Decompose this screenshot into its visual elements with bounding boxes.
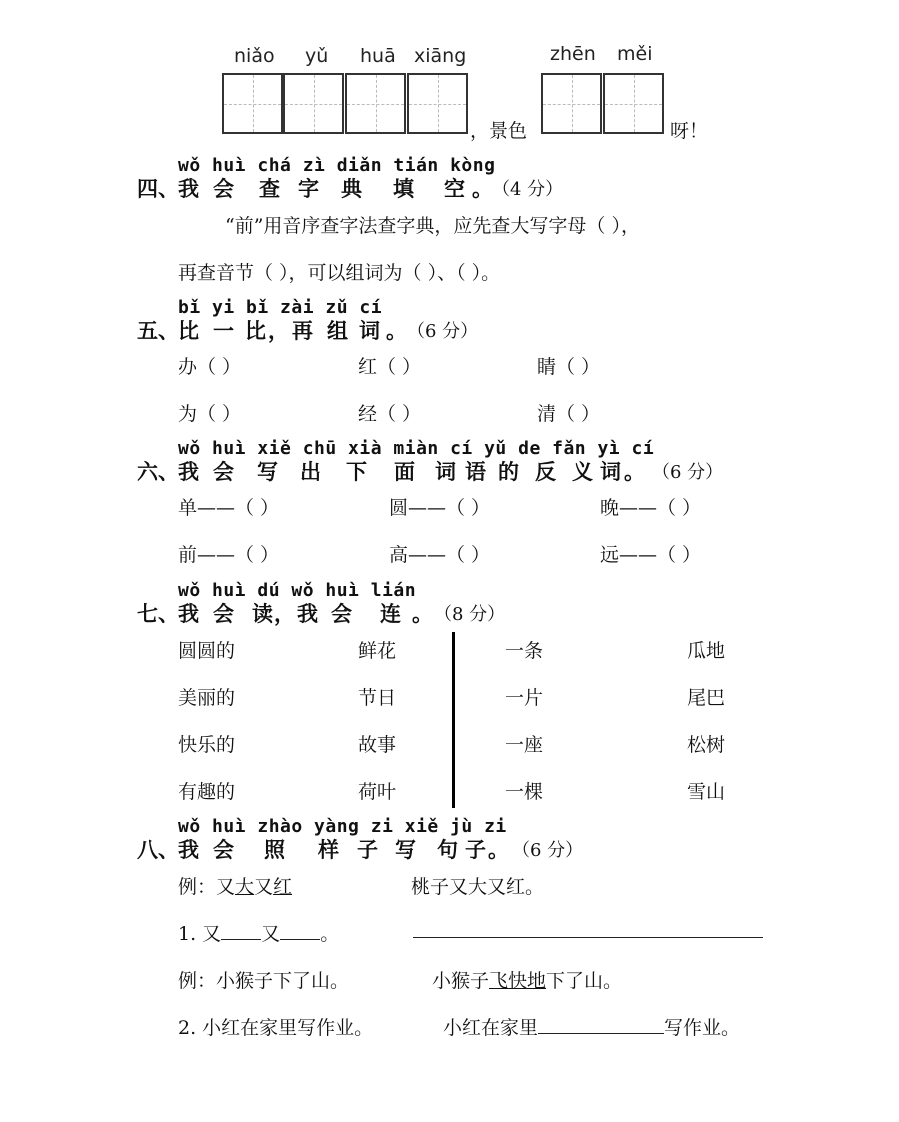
s6-item: 前——（ ）	[178, 544, 280, 566]
match-measure-word[interactable]: 一棵	[505, 781, 544, 803]
s8-char: 样	[318, 838, 339, 862]
s7-char: ，	[274, 602, 295, 626]
s6-char: 我	[178, 460, 199, 484]
s6-char: 出	[300, 460, 321, 484]
s4-pinyin: wǒ huì chá zì diǎn tián kòng	[178, 155, 496, 176]
writing-box-6[interactable]	[603, 73, 664, 134]
pinyin-niao: niǎo	[234, 45, 275, 67]
s4-line1: “前”用音序查字法查字典，应先查大写字母（ ），	[225, 215, 640, 237]
s5-item: 清（ ）	[537, 403, 601, 425]
blank-2[interactable]	[280, 939, 320, 940]
example-text: 小猴子	[432, 970, 490, 992]
match-left-word[interactable]: 圆圆的	[178, 640, 236, 662]
s4-char: 典	[341, 177, 362, 201]
s5-item: 经（ ）	[358, 403, 422, 425]
writing-box-3[interactable]	[345, 73, 406, 134]
s5-item: 办（ ）	[178, 356, 242, 378]
s5-char: 比	[178, 319, 199, 343]
s6-char: 反	[535, 460, 556, 484]
match-noun[interactable]: 故事	[358, 734, 397, 756]
example-underlined: 飞快地	[489, 970, 547, 992]
s8-score: （6 分）	[512, 840, 584, 861]
s5-char: 词	[359, 319, 380, 343]
end-text: 呀！	[670, 120, 709, 142]
match-noun[interactable]: 荷叶	[358, 781, 397, 803]
question-text: 。	[320, 923, 340, 945]
s5-char: 一	[213, 319, 234, 343]
s4-line2: 再查音节（ ），可以组词为（ ）、（ ）。	[178, 262, 501, 284]
s5-item: 睛（ ）	[537, 356, 601, 378]
s6-char: 写	[257, 460, 278, 484]
example-2-sentence	[432, 966, 622, 993]
s5-char: ，	[268, 319, 289, 343]
s5-char: 再	[292, 319, 313, 343]
s5-char: 。	[386, 319, 407, 343]
question-2	[443, 1013, 740, 1040]
s4-char: 字	[298, 177, 319, 201]
pinyin-xiang: xiāng	[414, 45, 467, 67]
example-text: 下了山。	[546, 970, 623, 992]
match-measure-word[interactable]: 一座	[505, 734, 544, 756]
example-text: 又	[216, 876, 236, 898]
match-left-word[interactable]: 有趣的	[178, 781, 236, 803]
s6-char: 面	[394, 460, 415, 484]
section-number: 八、	[137, 838, 179, 862]
match-right-noun[interactable]: 雪山	[687, 781, 726, 803]
s5-pinyin: bǐ yi bǐ zài zǔ cí	[178, 297, 383, 318]
s6-char: 下	[346, 460, 367, 484]
match-measure-word[interactable]: 一片	[505, 687, 544, 709]
match-measure-word[interactable]: 一条	[505, 640, 544, 662]
question-text: 又	[261, 923, 281, 945]
match-right-noun[interactable]: 尾巴	[687, 687, 726, 709]
pinyin-zhen: zhēn	[550, 43, 596, 65]
s5-score: （6 分）	[407, 321, 479, 342]
s6-char: 语	[465, 460, 486, 484]
question-text: 小红在家里	[443, 1017, 539, 1039]
s8-char: 会	[213, 838, 234, 862]
s6-item: 单——（ ）	[178, 497, 280, 519]
match-left-word[interactable]: 美丽的	[178, 687, 236, 709]
s7-pinyin: wǒ huì dú wǒ huì lián	[178, 580, 417, 601]
s8-char: 。	[488, 838, 509, 862]
s4-char: 填	[393, 177, 414, 201]
s4-score: （4 分）	[492, 179, 564, 200]
match-right-noun[interactable]: 松树	[687, 734, 726, 756]
mid-text: ，景色	[470, 120, 528, 142]
writing-box-1[interactable]	[222, 73, 283, 134]
s4-heading	[137, 173, 179, 203]
s8-char: 我	[178, 838, 199, 862]
s8-char: 写	[395, 838, 416, 862]
example-underlined: 大	[235, 876, 255, 898]
s6-char: 。	[624, 460, 645, 484]
s7-char: 。	[412, 602, 433, 626]
section-number: 七、	[137, 602, 179, 626]
s8-char: 句	[437, 838, 458, 862]
s8-pinyin: wǒ huì zhào yàng zi xiě jù zi	[178, 816, 507, 837]
s6-item: 远——（ ）	[600, 544, 702, 566]
question-2-label: 2. 小红在家里写作业。	[178, 1017, 374, 1039]
example-2-label: 例：小猴子下了山。	[178, 970, 350, 992]
s7-char: 我	[297, 602, 318, 626]
section-number: 六、	[137, 460, 179, 484]
s6-char: 词	[435, 460, 456, 484]
answer-line-1[interactable]	[413, 937, 763, 938]
s6-char: 义	[572, 460, 593, 484]
s4-char: 查	[259, 177, 280, 201]
example-underlined: 红	[273, 876, 293, 898]
s5-char: 比	[245, 319, 266, 343]
s7-char: 我	[178, 602, 199, 626]
s6-char: 词	[600, 460, 621, 484]
example-text: 又	[254, 876, 274, 898]
s7-char: 读	[252, 602, 273, 626]
match-noun[interactable]: 鲜花	[358, 640, 397, 662]
blank-1[interactable]	[221, 939, 261, 940]
s5-char: 组	[327, 319, 348, 343]
s7-score: （8 分）	[434, 604, 506, 625]
example-label: 例：	[178, 876, 217, 898]
s7-char: 会	[331, 602, 352, 626]
s4-char: 空	[444, 177, 465, 201]
question-text: 1. 又	[178, 923, 222, 945]
pinyin-hua: huā	[360, 45, 396, 67]
s6-score: （6 分）	[652, 462, 724, 483]
match-left-word[interactable]: 快乐的	[178, 734, 236, 756]
s6-char: 的	[498, 460, 519, 484]
s5-item: 红（ ）	[358, 356, 422, 378]
s6-char: 会	[213, 460, 234, 484]
column-divider	[452, 632, 455, 808]
writing-box-2[interactable]	[283, 73, 344, 134]
s5-item: 为（ ）	[178, 403, 242, 425]
match-right-noun[interactable]: 瓜地	[687, 640, 726, 662]
s6-pinyin: wǒ huì xiě chū xià miàn cí yǔ de fǎn yì cí	[178, 438, 655, 459]
writing-box-5[interactable]	[541, 73, 602, 134]
s4-char: 我	[178, 177, 199, 201]
s6-item: 高——（ ）	[389, 544, 491, 566]
example-1-sentence: 桃子又大又红。	[411, 876, 545, 898]
s4-char: 。	[472, 177, 493, 201]
section-number: 五、	[137, 319, 179, 343]
s8-char: 子	[357, 838, 378, 862]
s7-char: 连	[380, 602, 401, 626]
question-text: 写作业。	[664, 1017, 741, 1039]
section-number: 四、	[137, 177, 179, 201]
s6-item: 圆——（ ）	[389, 497, 491, 519]
match-noun[interactable]: 节日	[358, 687, 397, 709]
blank-3[interactable]	[538, 1033, 664, 1034]
example-1	[178, 872, 292, 899]
s4-char: 会	[213, 177, 234, 201]
s7-char: 会	[213, 602, 234, 626]
writing-box-4[interactable]	[407, 73, 468, 134]
s8-char: 子	[465, 838, 486, 862]
s8-char: 照	[264, 838, 285, 862]
question-1	[178, 919, 339, 946]
s6-item: 晚——（ ）	[600, 497, 702, 519]
pinyin-yu: yǔ	[305, 45, 329, 67]
pinyin-mei: měi	[617, 43, 653, 65]
